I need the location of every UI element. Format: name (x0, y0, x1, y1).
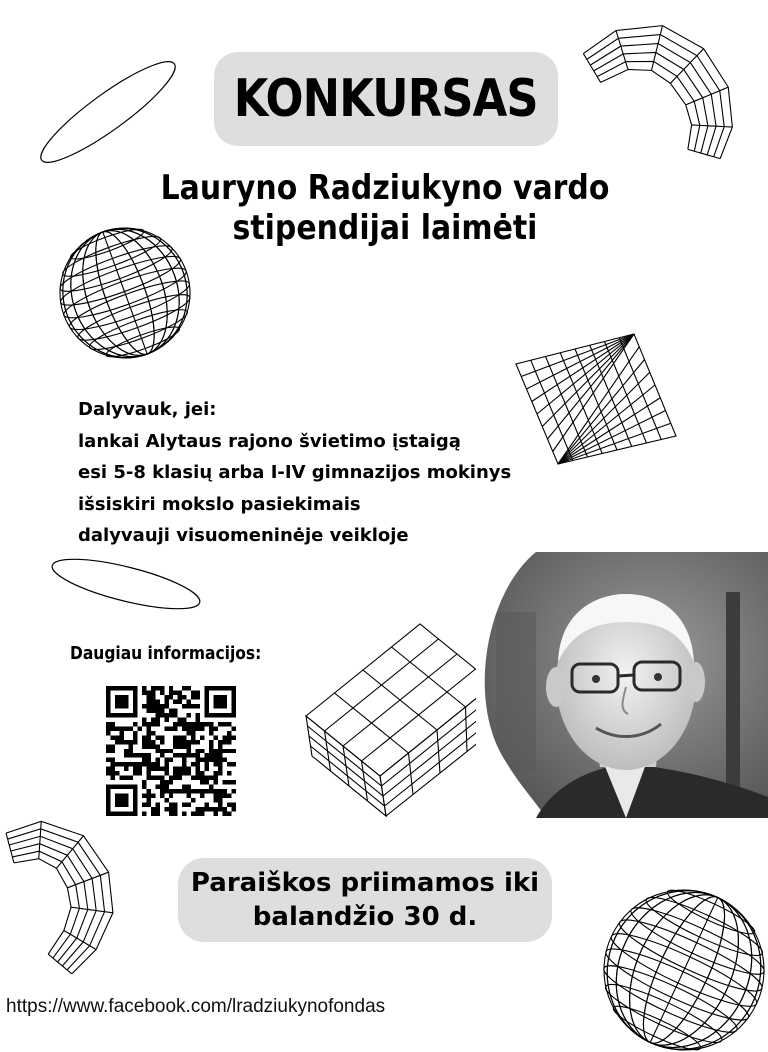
ellipse-ring-middle-left (48, 552, 204, 616)
subtitle-line-1: Lauryno Radziukyno vardo (160, 168, 610, 208)
facebook-link[interactable]: https://www.facebook.com/lradziukynofondas (6, 996, 386, 1017)
deadline-line-2: balandžio 30 d. (252, 902, 478, 932)
criteria-intro: Dalyvauk, jei: (78, 399, 217, 420)
criteria-item: lankai Alytaus rajono švietimo įstaigą (78, 430, 461, 452)
criteria-item: esi 5-8 klasių arba I-IV gimnazijos mokinys (78, 462, 512, 483)
sphere-wireframe-bottom-right (602, 888, 766, 1052)
cube-wireframe (302, 620, 498, 820)
subtitle-line-2: stipendijai laimėti (232, 208, 538, 248)
torus-wireframe-bottom-left (0, 828, 126, 980)
page-title: KONKURSAS (234, 69, 539, 129)
criteria-item: išsiskiri mokslo pasiekimais (78, 493, 361, 515)
deadline-line-1: Paraiškos priimamos iki (190, 868, 540, 898)
qr-code[interactable] (106, 686, 236, 816)
deadline-badge (178, 858, 552, 942)
title-badge (214, 52, 558, 146)
subtitle (152, 168, 618, 248)
torus-wireframe-top-right (572, 26, 740, 178)
portrait-photo (476, 552, 768, 818)
eligibility-criteria (78, 394, 558, 552)
ellipse-ring-top-left (28, 52, 188, 172)
more-info-label: Daugiau informacijos: (70, 643, 262, 664)
criteria-item: dalyvauji visuomeninėje veikloje (78, 525, 409, 546)
